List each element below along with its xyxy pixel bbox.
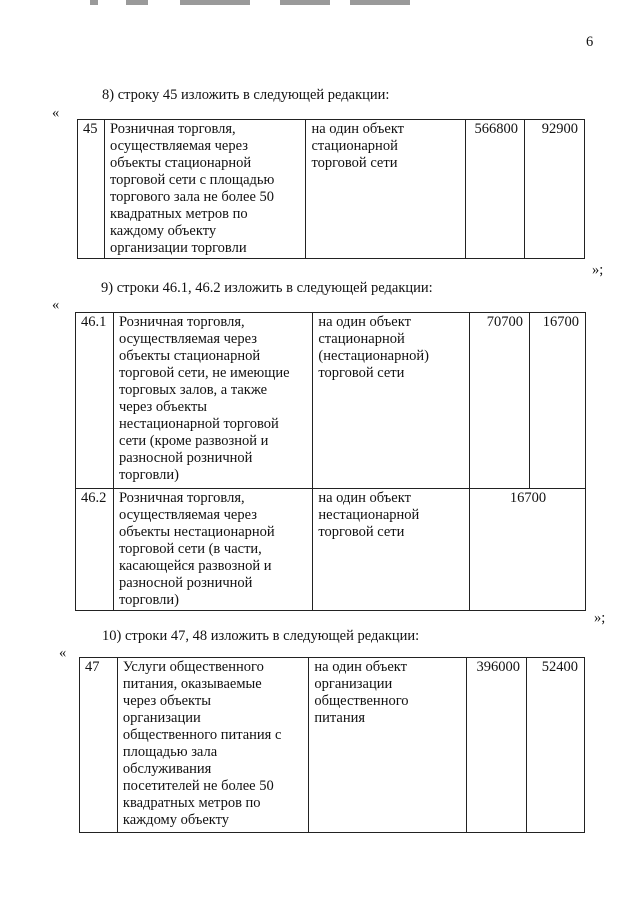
row-value-1: 396000 — [467, 658, 527, 833]
table-row — [78, 120, 585, 259]
row-value-2: 16700 — [530, 313, 586, 489]
row-activity: Услуги общественного питания, оказываемые через объекты организации общественного питания с площадью зала обслуживания посетителей не более 50 квадратных метров по каждому объекту — [117, 658, 308, 833]
table-row-47 — [79, 657, 585, 833]
row-value-1: 70700 — [470, 313, 530, 489]
row-activity: Розничная торговля, осуществляемая через объекты стационарной торговой сети, не имеющие торговых залов, а также через объекты нестационарной торговой сети (кроме развозной и разносной розничной торговли) — [113, 313, 312, 489]
close-quote: »; — [594, 610, 606, 626]
row-code: 46.1 — [76, 313, 114, 489]
row-value-merged: 16700 — [470, 489, 586, 611]
scan-artifact-strip — [80, 0, 440, 6]
open-quote: « — [52, 297, 60, 313]
page-number: 6 — [586, 34, 594, 50]
section-heading-9: 9) строки 46.1, 46.2 изложить в следующей редакции: — [101, 280, 433, 296]
section-heading-10: 10) строки 47, 48 изложить в следующей редакции: — [102, 628, 420, 644]
table-rows-46 — [75, 312, 586, 611]
table-row — [80, 658, 585, 833]
table-row — [76, 313, 586, 489]
open-quote: « — [52, 105, 60, 121]
row-activity: Розничная торговля, осуществляемая через объекты нестационарной торговой сети (в части, касающейся развозной и разносной розничной торговли) — [113, 489, 312, 611]
row-value-2: 92900 — [525, 120, 585, 259]
table-row — [76, 489, 586, 611]
row-unit: на один объект организации общественного питания — [309, 658, 467, 833]
row-value-2: 52400 — [527, 658, 585, 833]
row-activity: Розничная торговля, осуществляемая через объекты стационарной торговой сети с площадью торгового зала не более 50 квадратных метров по каждому объекту организации торговли — [104, 120, 305, 259]
row-code: 46.2 — [76, 489, 114, 611]
row-value-1: 566800 — [466, 120, 525, 259]
row-unit: на один объект стационарной (нестационарной) торговой сети — [313, 313, 470, 489]
close-quote: »; — [592, 262, 604, 278]
row-code: 45 — [78, 120, 105, 259]
table-row-45 — [77, 119, 585, 259]
row-unit: на один объект стационарной торговой сети — [306, 120, 466, 259]
row-unit: на один объект нестационарной торговой сети — [313, 489, 470, 611]
row-code: 47 — [80, 658, 118, 833]
open-quote: « — [59, 645, 67, 661]
section-heading-8: 8) строку 45 изложить в следующей редакции: — [102, 87, 390, 103]
